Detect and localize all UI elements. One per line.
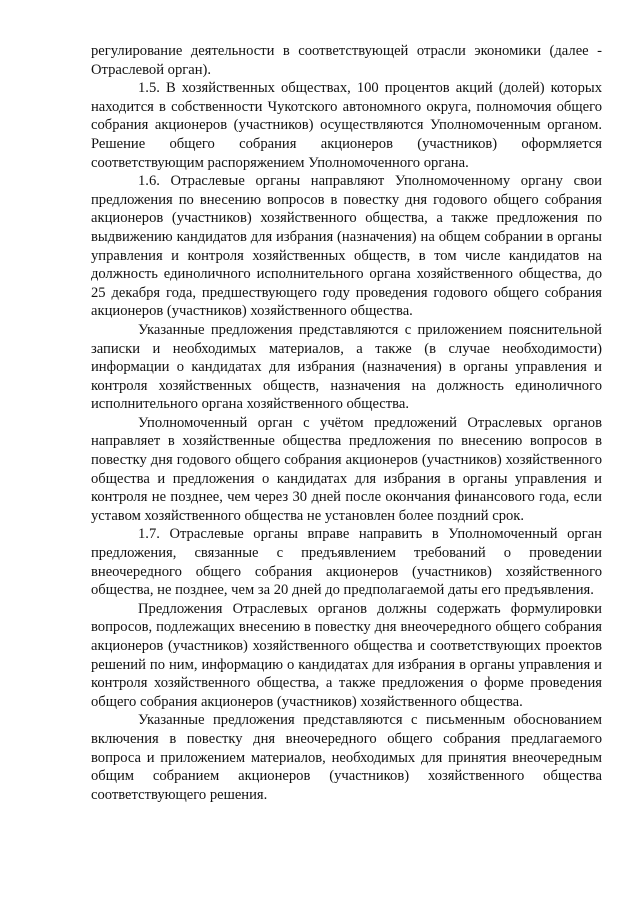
paragraph-1-6-proposals: Указанные предложения представляются с приложением пояснительной записки и необходимых материалов, а также (в случае необходимости) информации о кандидатах для избрания (назначения) в органы управления и контроля хозяйственных обществ, назначения на должность единоличного исполнительного органа хозяйственного общества. [91,321,602,413]
paragraph-1-6-authorized-body: Уполномоченный орган с учётом предложений Отраслевых органов направляет в хозяйственные общества предложения по внесению вопросов в повестку дня годового общего собрания акционеров (участников) хозяйственного общества и предложения о кандидатах для избрания в органы управления и контроля не позднее, чем через 30 дней после окончания финансового года, если уставом хозяйственного общества не установлен более поздний срок. [91,414,602,524]
paragraph-1-6: 1.6. Отраслевые органы направляют Уполномоченному органу свои предложения по внесению вопросов в повестку дня годового общего собрания акционеров (участников) хозяйственного общества, а также предложения по выдвижению кандидатов для избрания (назначения) на общем собрании в органы управления и контроля хозяйственных обществ, в том числе кандидатов на должность единоличного исполнительного органа хозяйственного общества, до 25 декабря года, предшествующего году проведения годового общего собрания акционеров (участников) хозяйственного общества. [91,173,602,320]
paragraph-1-5: 1.5. В хозяйственных обществах, 100 процентов акций (долей) которых находится в собственности Чукотского автономного округа, полномочия общего собрания акционеров (участников) осуществляются Уполномоченным органом. Решение общего собрания акционеров (участников) оформляется соответствующим распоряжением Уполномоченного органа. [91,80,602,171]
paragraph-1-7-justification: Указанные предложения представляются с письменным обоснованием включения в повестку дня внеочередного общего собрания предлагаемого вопроса и приложением материалов, необходимых для принятия внеочередным общим собранием акционеров (участников) хозяйственного общества соответствующего решения. [91,712,602,803]
paragraph-1-7-proposals: Предложения Отраслевых органов должны содержать формулировки вопросов, подлежащих внесению в повестку дня внеочередного общего собрания акционеров (участников) хозяйственного общества и соответствующих проектов решений по ним, информацию о кандидатах для избрания в органы управления и контроля хозяйственного общества, а также предложения о форме проведения общего собрания акционеров (участников) хозяйственного общества. [91,600,602,710]
paragraph-continuation: регулирование деятельности в соответствующей отрасли экономики (далее - Отраслевой орган). [91,43,602,78]
paragraph-1-7: 1.7. Отраслевые органы вправе направить в Уполномоченный орган предложения, связанные с предъявлением требований о проведении внеочередного общего собрания акционеров (участников) хозяйственного общества, не позднее, чем за 20 дней до предполагаемой даты его предъявления. [91,526,602,599]
document-page [91,42,602,804]
